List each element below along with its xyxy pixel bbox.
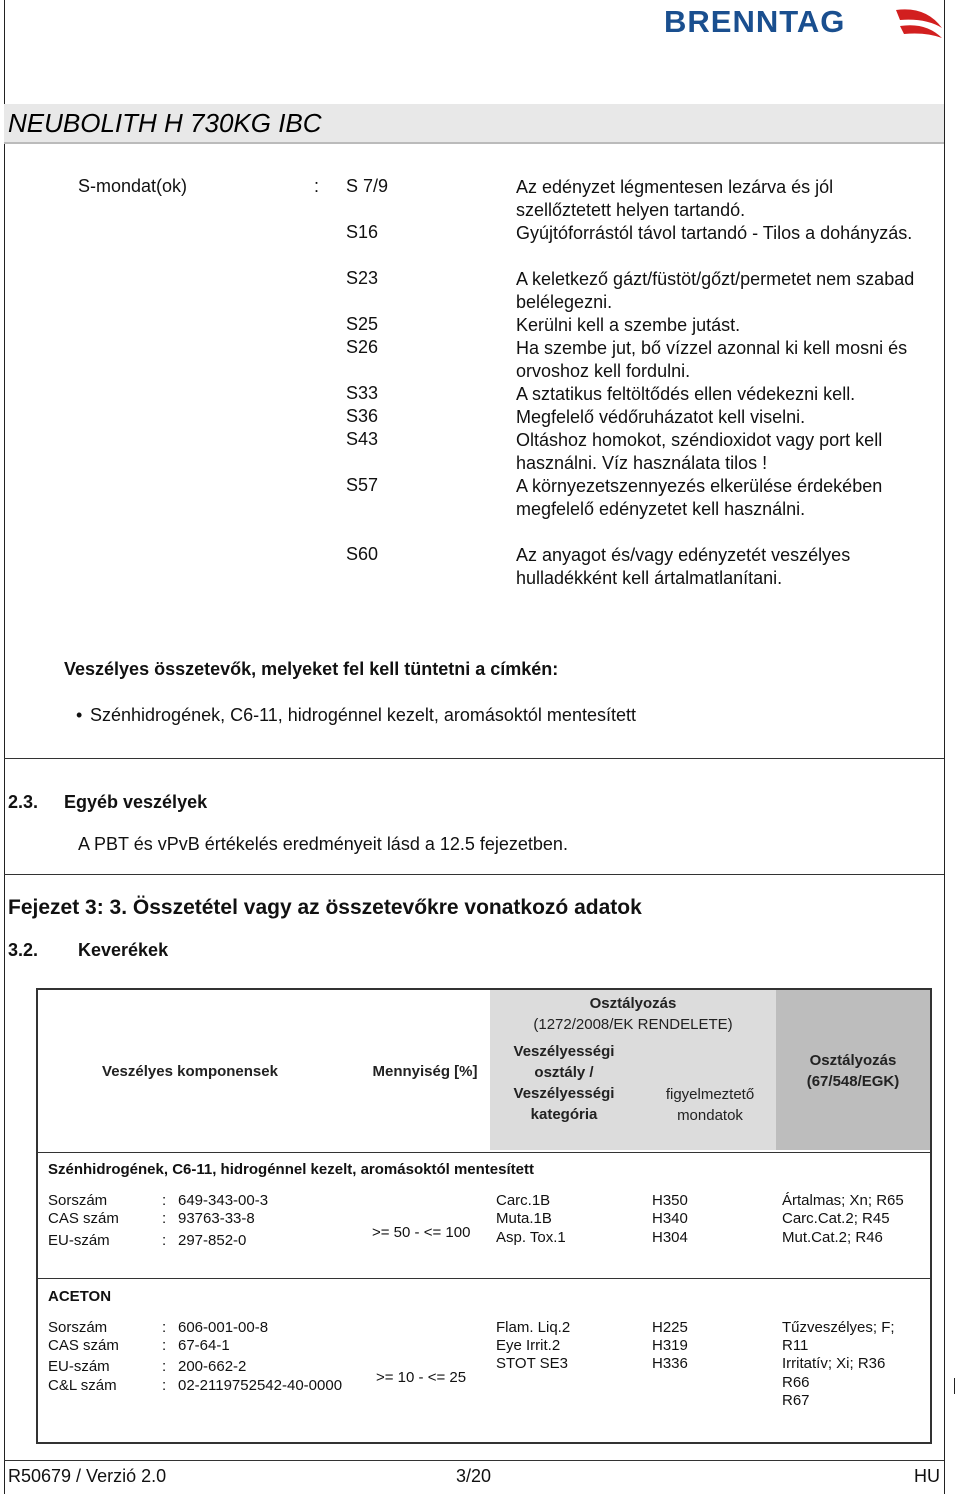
col-header-category-l3: Veszélyességi <box>513 1085 615 1102</box>
id-value: 606-001-00-8 <box>178 1319 269 1336</box>
s-phrase-text: A keletkező gázt/füstöt/gőzt/permetet nem szabad belélegezni. <box>516 269 915 312</box>
hazard-category: Muta.1B <box>496 1210 552 1227</box>
id-colon: : <box>162 1358 167 1375</box>
h-statement: H340 <box>652 1210 688 1227</box>
col-header-dsd-l1: Osztályozás <box>809 1052 897 1069</box>
id-colon: : <box>162 1377 167 1394</box>
hazard-category: Flam. Liq.2 <box>496 1319 571 1336</box>
col-header-components: Veszélyes komponensek <box>102 1063 278 1080</box>
col-header-h-l2: mondatok <box>677 1107 743 1124</box>
h-statement: H336 <box>652 1355 688 1372</box>
chapter-3-title: Fejezet 3: 3. Összetétel vagy az összetevőkre vonatkozó adatok <box>8 896 642 919</box>
id-label: EU-szám <box>48 1232 110 1249</box>
section-2-3-title: Egyéb veszélyek <box>64 792 208 812</box>
col-header-category-l1: Veszélyességi <box>513 1043 615 1060</box>
logo-text: BRENNTAG <box>664 4 846 39</box>
table-row-divider <box>38 1278 930 1279</box>
table-header-divider <box>38 1152 930 1153</box>
dsd-classification: R11 <box>782 1337 809 1354</box>
id-value: 02-2119752542-40-0000 <box>178 1377 343 1394</box>
language-code: HU <box>914 1466 940 1486</box>
id-value: 297-852-0 <box>178 1232 247 1249</box>
label-component-item: Szénhidrogének, C6-11, hidrogénnel kezelt, aromásoktól mentesített <box>90 705 636 725</box>
col-header-category-l4: kategória <box>530 1106 598 1123</box>
s-phrase-code: S25 <box>346 314 379 334</box>
section-divider <box>4 758 944 759</box>
col-header-h-l1: figyelmeztető <box>665 1086 755 1103</box>
dsd-classification: Mut.Cat.2; R46 <box>782 1229 883 1246</box>
s-phrase-code: S16 <box>346 222 379 242</box>
component-name: Szénhidrogének, C6-11, hidrogénnel kezelt, aromásoktól mentesített <box>48 1161 534 1178</box>
change-bar <box>954 1378 955 1394</box>
s-phrase-code: S33 <box>346 383 379 403</box>
hazard-category: Asp. Tox.1 <box>496 1229 566 1246</box>
id-value: 67-64-1 <box>178 1337 230 1354</box>
s-phrase-text: Ha szembe jut, bő vízzel azonnal ki kell mosni és orvoshoz kell fordulni. <box>516 338 908 381</box>
s-phrase-text: Az anyagot és/vagy edényzetét veszélyes hulladékként kell ártalmatlanítani. <box>516 545 851 588</box>
chapter-divider <box>4 874 944 875</box>
page-frame-right <box>944 0 945 1494</box>
dsd-classification: Tűzveszélyes; F; <box>782 1319 895 1336</box>
col-header-dsd-l2: (67/548/EGK) <box>806 1073 900 1090</box>
dsd-classification: Irritatív; Xi; R36 <box>782 1355 886 1372</box>
s-phrases-label: S-mondat(ok) <box>78 176 188 196</box>
s-phrase-code: S43 <box>346 429 379 449</box>
id-label: CAS szám <box>48 1337 119 1354</box>
s-phrases-colon: : <box>314 176 320 196</box>
id-value: 93763-33-8 <box>178 1210 255 1227</box>
section-3-2-title: Keverékek <box>78 940 169 960</box>
hazard-category: Eye Irrit.2 <box>496 1337 561 1354</box>
section-2-3-number: 2.3. <box>8 792 39 812</box>
doc-version: R50679 / Verzió 2.0 <box>8 1466 167 1486</box>
dsd-classification: Ártalmas; Xn; R65 <box>782 1192 904 1209</box>
quantity: >= 10 - <= 25 <box>376 1369 467 1386</box>
title-underline <box>4 142 944 144</box>
section-3-2-number: 3.2. <box>8 940 39 960</box>
h-statement: H304 <box>652 1229 688 1246</box>
clp-group-line2: (1272/2008/EK RENDELETE) <box>533 1016 733 1033</box>
col-header-quantity: Mennyiség [%] <box>372 1063 478 1080</box>
id-label: CAS szám <box>48 1210 119 1227</box>
s-phrase-text: Gyújtóforrástól távol tartandó - Tilos a dohányzás. <box>516 223 913 243</box>
id-colon: : <box>162 1192 167 1209</box>
clp-group-header <box>490 993 776 1035</box>
bullet-icon: • <box>76 705 83 725</box>
s-phrase-text: Kerülni kell a szembe jutást. <box>516 315 741 335</box>
col-header-category-l2: osztály / <box>534 1064 594 1081</box>
h-statement: H350 <box>652 1192 688 1209</box>
s-phrase-code: S23 <box>346 268 379 288</box>
page-frame-left <box>4 0 5 1494</box>
h-statement: H319 <box>652 1337 688 1354</box>
id-label: EU-szám <box>48 1358 110 1375</box>
component-name: ACETON <box>48 1288 112 1305</box>
s-phrase-text: Oltáshoz homokot, széndioxidot vagy port kell használni. Víz használata tilos ! <box>516 430 883 473</box>
footer-divider <box>4 1460 944 1461</box>
s-phrase-code: S36 <box>346 406 379 426</box>
section-2-3-text: A PBT és vPvB értékelés eredményeit lásd a 12.5 fejezetben. <box>78 834 568 854</box>
s-phrase-code: S57 <box>346 475 379 495</box>
hazard-category: Carc.1B <box>496 1192 551 1209</box>
s-phrase-text: Az edényzet légmentesen lezárva és jól szellőztetett helyen tartandó. <box>516 177 834 220</box>
id-label: Sorszám <box>48 1319 108 1336</box>
id-colon: : <box>162 1319 167 1336</box>
id-value: 200-662-2 <box>178 1358 247 1375</box>
h-statement: H225 <box>652 1319 688 1336</box>
id-value: 649-343-00-3 <box>178 1192 269 1209</box>
quantity: >= 50 - <= 100 <box>372 1224 471 1241</box>
id-label: C&L szám <box>48 1377 117 1394</box>
dsd-classification: Carc.Cat.2; R45 <box>782 1210 890 1227</box>
id-colon: : <box>162 1337 167 1354</box>
product-title: NEUBOLITH H 730KG IBC <box>8 108 322 138</box>
brenntag-logo <box>664 4 944 44</box>
s-phrase-code: S60 <box>346 544 379 564</box>
label-components-heading: Veszélyes összetevők, melyeket fel kell tüntetni a címkén: <box>64 659 559 679</box>
s-phrase-text: A sztatikus feltöltődés ellen védekezni kell. <box>516 384 856 404</box>
col-header-dsd <box>776 1050 930 1092</box>
id-label: Sorszám <box>48 1192 108 1209</box>
s-phrase-code: S26 <box>346 337 379 357</box>
dsd-classification: R67 <box>782 1392 810 1409</box>
clp-group-line1: Osztályozás <box>589 995 677 1012</box>
s-phrase-text: A környezetszennyezés elkerülése érdekében megfelelő edényzetet kell használni. <box>516 476 883 519</box>
hazard-category: STOT SE3 <box>496 1355 568 1372</box>
s-phrase-code: S 7/9 <box>346 176 389 196</box>
dsd-classification: R66 <box>782 1374 810 1391</box>
id-colon: : <box>162 1210 167 1227</box>
col-header-category <box>494 1041 634 1125</box>
s-phrase-text: Megfelelő védőruházatot kell viselni. <box>516 407 806 427</box>
page-number: 3/20 <box>456 1466 492 1486</box>
col-header-h-statements <box>640 1084 780 1126</box>
id-colon: : <box>162 1232 167 1249</box>
